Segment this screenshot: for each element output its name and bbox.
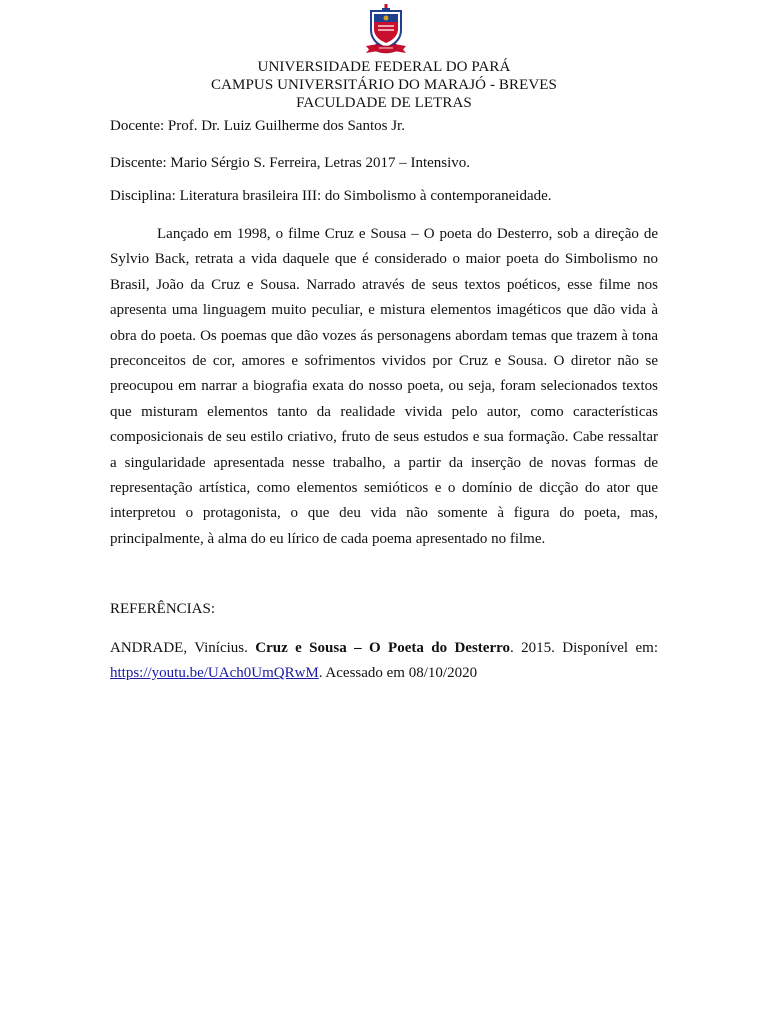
reference-details: . 2015. Disponível em:	[510, 640, 658, 656]
docente-line: Docente: Prof. Dr. Luiz Guilherme dos Santos Jr.	[110, 118, 405, 134]
discente-line: Discente: Mario Sérgio S. Ferreira, Letras 2017 – Intensivo.	[110, 155, 471, 171]
body-paragraph: Lançado em 1998, o filme Cruz e Sousa – O poeta do Desterro, sob a direção de Sylvio Back, retrata a vida daquele que é considerado o maior poeta do Simbolismo no Brasil, João da Cruz e Sousa. Narrado através de seus textos poéticos, esse filme nos apresenta uma linguagem muito peculiar, e mistura elementos imagéticos que dão vida à obra do poeta. Os poemas que dão vozes ás personagens abordam temas que trazem à tona preconceitos de cor, amores e sofrimentos vividos por Cruz e Sousa. O diretor não se preocupou em narrar a biografia exata do nosso poeta, ou seja, foram selecionados textos que misturam elementos tanto da realidade vivida pelo autor, como características composicionais de seu estilo criativo, fruto de seus estudos e sua formação. Cabe ressaltar a singularidade apresentada nesse trabalho, a partir da inserção de novas formas de representação artística, como elementos semióticos e o domínio de dicção do ator que interpretou o protagonista, o que deu vida não somente à figura do poeta, mas, principalmente, à alma do eu lírico de cada poema apresentado no filme.	[110, 226, 658, 547]
campus-name: CAMPUS UNIVERSITÁRIO DO MARAJÓ - BREVES	[210, 77, 557, 93]
disciplina-line: Disciplina: Literatura brasileira III: do Simbolismo à contemporaneidade.	[110, 188, 552, 204]
reference-work-title: Cruz e Sousa – O Poeta do Desterro	[255, 640, 510, 656]
reference-author: ANDRADE, Vinícius.	[110, 640, 256, 656]
faculty-name: FACULDADE DE LETRAS	[296, 95, 472, 111]
reference-item	[110, 636, 658, 686]
reference-link[interactable]: https://youtu.be/UAch0UmQRwM	[110, 665, 319, 681]
institution-header	[0, 58, 768, 112]
reference-accessed: . Acessado em 08/10/2020	[318, 665, 478, 681]
university-name: UNIVERSIDADE FEDERAL DO PARÁ	[257, 59, 511, 75]
references-title: REFERÊNCIAS:	[110, 601, 216, 617]
university-crest-icon	[364, 4, 408, 58]
